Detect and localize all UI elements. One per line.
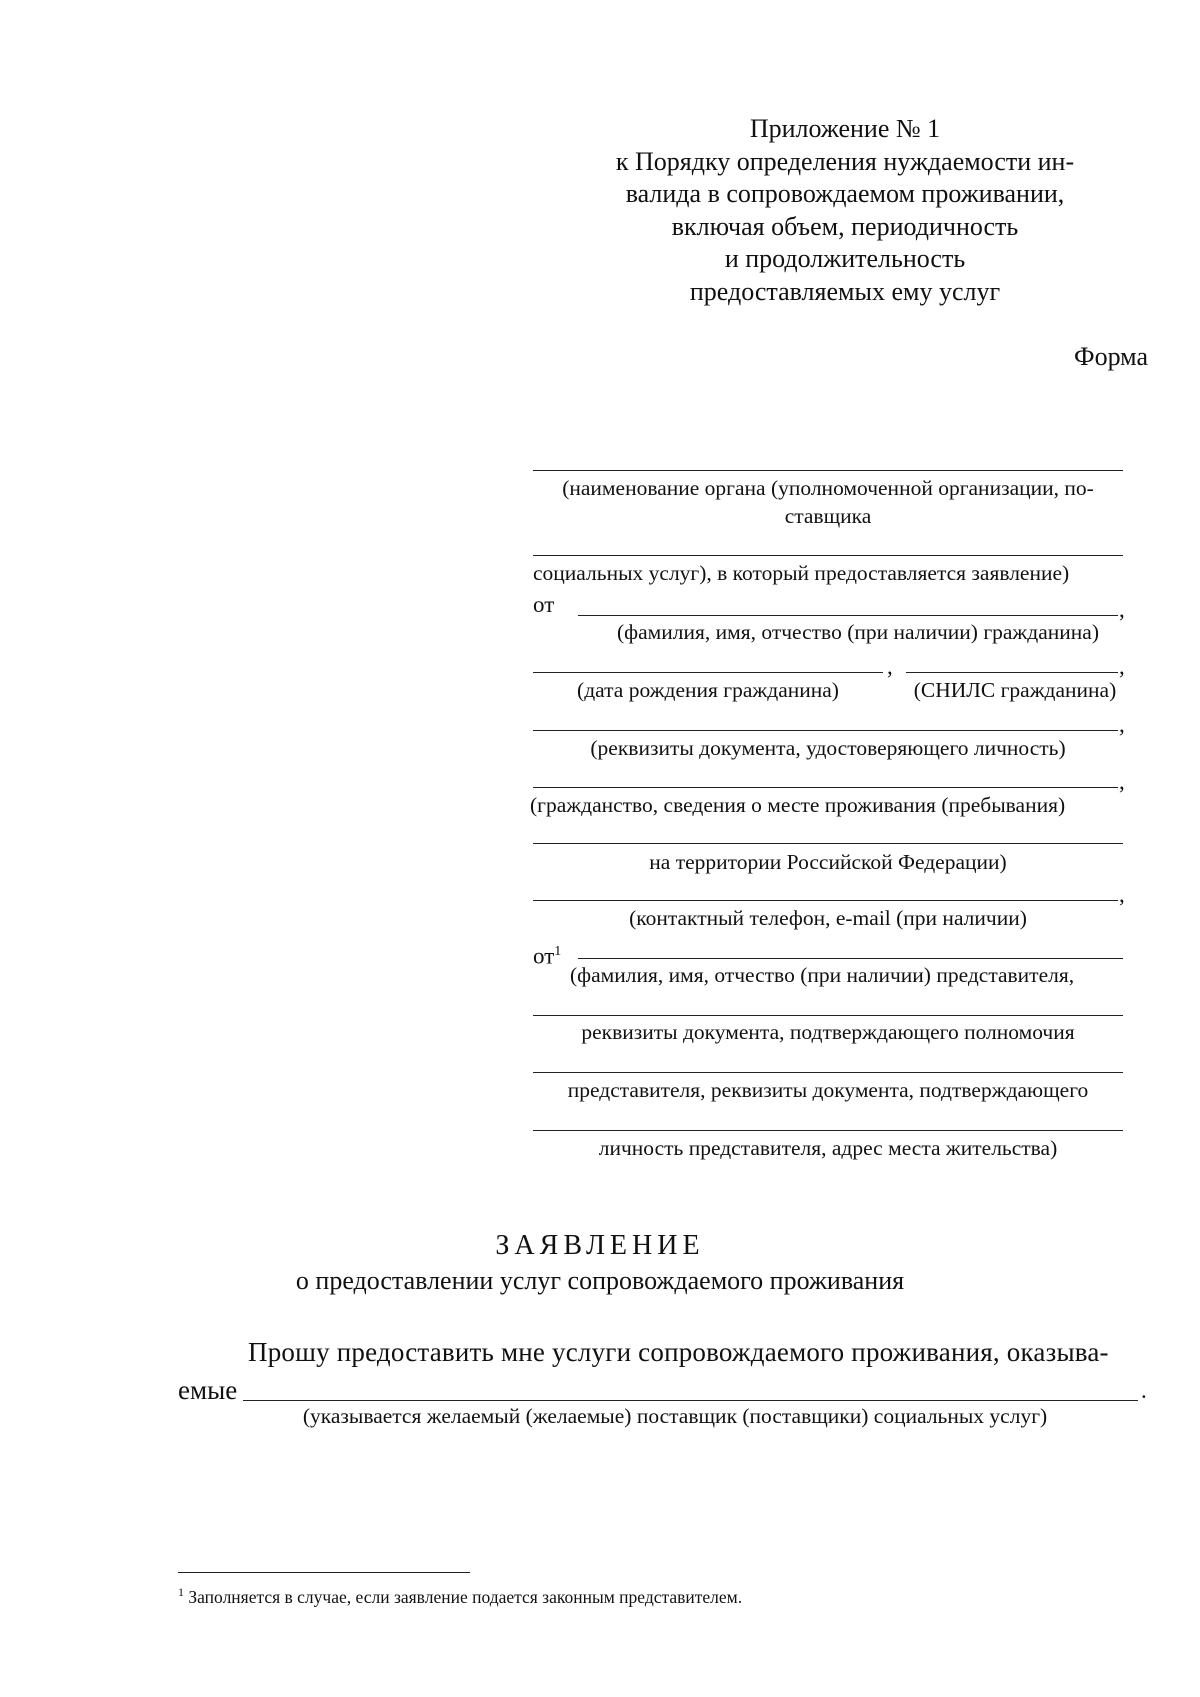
organ-caption-1: (наименование органа (уполномоченной организации, по- xyxy=(562,476,1094,500)
organ-caption-3: социальных услуг), в который предоставляется заявление) xyxy=(533,561,1070,585)
rep-caption-4: личность представителя, адрес места жительства) xyxy=(598,1136,1058,1160)
residence-line[interactable] xyxy=(533,843,1123,844)
snils-caption: (СНИЛС гражданина) xyxy=(913,678,1117,702)
form-label: Форма xyxy=(1074,342,1148,371)
birth-date-caption: (дата рождения гражданина) xyxy=(577,678,839,702)
request-continuation: емые xyxy=(178,1375,238,1405)
appendix-line: к Порядку определения нуждаемости ин- xyxy=(615,146,1075,176)
citizen-fio-caption: (фамилия, имя, отчество (при наличии) гражданина) xyxy=(617,620,1099,644)
representative-document-line[interactable] xyxy=(533,1072,1123,1073)
rep-caption-3: представителя, реквизиты документа, подтверждающего xyxy=(567,1078,1089,1102)
footnote-text: Заполняется в случае, если заявление подается законным представителем. xyxy=(188,1586,743,1607)
organ-name-line[interactable] xyxy=(533,470,1123,471)
organ-name-line-2[interactable] xyxy=(533,555,1123,556)
from-label: от xyxy=(533,592,555,617)
snils-line[interactable] xyxy=(906,672,1118,673)
request-text: Прошу предоставить мне услуги сопровождаемого проживания, оказыва- xyxy=(248,1337,1109,1367)
comma: , xyxy=(1119,712,1125,737)
footnote-mark: 1 xyxy=(554,944,562,959)
appendix-header xyxy=(560,113,1130,308)
comma: , xyxy=(1119,769,1125,794)
comma: , xyxy=(887,654,893,679)
period: . xyxy=(1141,1378,1147,1403)
statement-title: ЗАЯВЛЕНИЕ xyxy=(495,1230,705,1261)
from-representative-label xyxy=(533,937,561,971)
provider-caption: (указывается желаемый (желаемые) поставщик (поставщики) социальных услуг) xyxy=(302,1404,1048,1428)
footnote-number: 1 xyxy=(178,1585,184,1599)
citizenship-line[interactable] xyxy=(533,787,1118,788)
contact-line[interactable] xyxy=(533,900,1118,901)
appendix-line: предоставляемых ему услуг xyxy=(689,276,1001,306)
id-document-line[interactable] xyxy=(533,730,1118,731)
appendix-line: включая объем, периодичность xyxy=(671,211,1019,241)
comma: , xyxy=(1119,882,1125,907)
comma: , xyxy=(1119,654,1125,679)
citizenship-caption: (гражданство, сведения о месте проживания (пребывания) xyxy=(530,793,1066,817)
citizen-fio-line[interactable] xyxy=(578,615,1118,616)
representative-authority-line[interactable] xyxy=(533,1015,1123,1016)
organ-caption-2: ставщика xyxy=(784,504,872,528)
representative-address-line[interactable] xyxy=(533,1130,1123,1131)
appendix-line: валида в сопровождаемом проживании, xyxy=(625,179,1065,208)
rep-caption-2: реквизиты документа, подтверждающего полномочия xyxy=(581,1020,1075,1044)
id-document-caption: (реквизиты документа, удостоверяющего личность) xyxy=(590,736,1066,760)
from-label-2: от xyxy=(533,943,555,969)
provider-line[interactable] xyxy=(243,1400,1138,1401)
comma: , xyxy=(1119,597,1125,622)
footnote-rule xyxy=(178,1572,470,1573)
contact-caption: (контактный телефон, e-mail (при наличии) xyxy=(629,906,1027,930)
territory-caption: на территории Российской Федерации) xyxy=(649,850,1007,874)
appendix-line: и продолжительность xyxy=(724,244,966,273)
appendix-line: Приложение № 1 xyxy=(749,114,941,143)
footnote xyxy=(178,1585,742,1608)
statement-subtitle: о предоставлении услуг сопровождаемого проживания xyxy=(295,1266,905,1295)
birth-date-line[interactable] xyxy=(533,672,883,673)
representative-fio-line[interactable] xyxy=(578,958,1123,959)
rep-caption-1: (фамилия, имя, отчество (при наличии) представителя, xyxy=(570,963,1075,987)
